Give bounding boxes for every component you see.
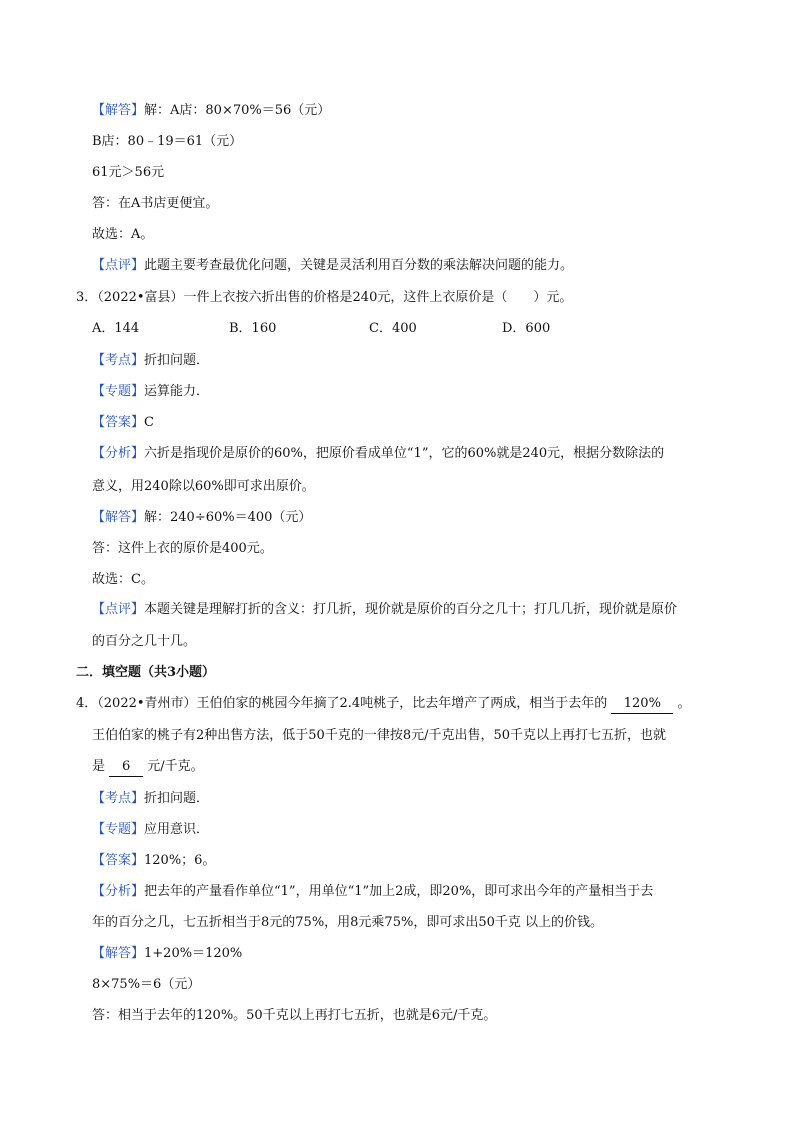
knowledge-point-text: 折扣问题． [144,791,210,806]
topic-text: 运算能力． [144,384,210,399]
knowledge-point-tag: 【考点】 [92,791,145,806]
solution-text: 1+20%＝120% [144,946,243,961]
answer-text: 解：A店：80×70%＝56（元） [144,103,331,118]
question-4-stem [76,695,690,714]
knowledge-point-tag: 【考点】 [92,353,145,368]
section-heading: 二．填空题（共3小题） [76,665,216,680]
question-4-stem-text: 4．（2022•青州市）王伯伯家的桃园今年摘了2.4吨桃子，比去年增产了两成，相当于去年的 [76,696,612,711]
answer-line [92,102,330,120]
analysis-line: 年的百分之几，七五折相当于8元的75%，用8元乘75%，即可求出50千克 以上的价钱。 [92,915,604,930]
solution-line [92,509,311,527]
topic-tag: 【专题】 [92,384,145,399]
key-answer-tag: 【答案】 [92,853,145,868]
analysis-line [92,883,653,901]
comment-line [92,257,573,275]
answer-tag: 【解答】 [92,103,145,118]
question-4-stem-end: 。 [673,696,691,711]
solution-line: 答：相当于去年的120%。50千克以上再打七五折，也就是6元/千克。 [92,1008,497,1023]
solution-line [92,945,242,963]
topic-tag: 【专题】 [92,822,145,837]
analysis-tag: 【分析】 [92,884,145,899]
answer-line: B店：80﹣19＝61（元） [92,134,243,149]
answer-line: 61元＞56元 [92,165,165,180]
key-answer-text: C [144,415,154,430]
analysis-line: 意义，用240除以60%即可求出原价。 [92,479,315,494]
question-4-stem [92,758,204,777]
analysis-line [92,445,664,463]
option-c: C．400 [369,321,417,336]
comment-text: 此题主要考查最优化问题，关键是灵活利用百分数的乘法解决问题的能力。 [144,258,574,273]
question-3-stem: 3．（2022•富县）一件上衣按六折出售的价格是240元，这件上衣原价是（ ）元。 [76,290,573,305]
solution-line: 答：这件上衣的原价是400元。 [92,541,273,556]
solution-tag: 【解答】 [92,946,145,961]
fill-blank-2: 6 [109,758,143,777]
question-4-stem: 王伯伯家的桃子有2种出售方法，低于50千克的一律按8元/千克出售，50千克以上再打七五折，也就 [92,728,667,743]
key-answer-text: 120%；6。 [144,853,216,868]
key-answer-line [92,414,154,432]
question-4-stem-text: 是 [92,759,110,774]
solution-line: 故选：C。 [92,572,154,587]
comment-line: 的百分之几十几。 [92,634,197,649]
comment-tag: 【点评】 [92,258,145,273]
analysis-text: 把去年的产量看作单位“1”，用单位“1”加上2成，即20%，即可求出今年的产量相当于去 [144,884,654,899]
answer-line: 答：在A书店更便宜。 [92,196,219,211]
option-a: A．144 [92,321,140,336]
comment-tag: 【点评】 [92,602,145,617]
solution-text: 解：240÷60%＝400（元） [144,510,312,525]
topic-line [92,821,209,839]
analysis-tag: 【分析】 [92,446,145,461]
option-d: D．600 [502,321,551,336]
knowledge-point-text: 折扣问题． [144,353,210,368]
solution-tag: 【解答】 [92,510,145,525]
key-answer-tag: 【答案】 [92,415,145,430]
answer-line: 故选：A。 [92,227,154,242]
comment-line [92,601,677,619]
fill-blank-1: 120% [611,695,673,714]
knowledge-point-line [92,790,209,808]
solution-line: 8×75%＝6（元） [92,977,201,992]
topic-line [92,383,209,401]
key-answer-line [92,852,215,870]
question-4-stem-end: 元/千克。 [143,759,204,774]
analysis-text: 六折是指现价是原价的60%，把原价看成单位“1”，它的60%就是240元，根据分数除法的 [144,446,665,461]
topic-text: 应用意识． [144,822,210,837]
option-b: B．160 [229,321,277,336]
knowledge-point-line [92,352,209,370]
comment-text: 本题关键是理解打折的含义：打几折，现价就是原价的百分之几十；打几几折，现价就是原价 [144,602,678,617]
question-3-options [92,320,692,338]
